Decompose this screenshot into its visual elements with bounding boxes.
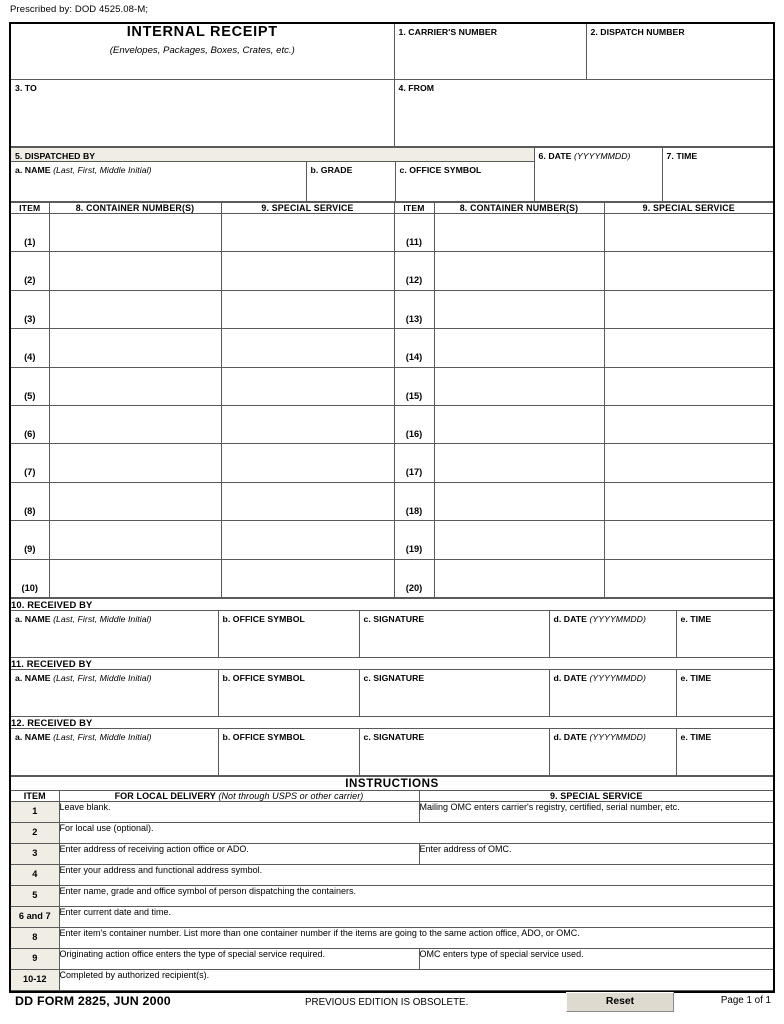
to-from-row [11, 80, 773, 147]
receiver-office-symbol-field[interactable] [218, 610, 359, 657]
dispatcher-office-symbol-field[interactable] [395, 162, 534, 202]
special-service-right[interactable] [604, 367, 773, 405]
container-number-left[interactable] [49, 405, 221, 443]
reset-button[interactable]: Reset [566, 992, 674, 1012]
container-items-table [11, 202, 773, 598]
instructions-table [11, 776, 773, 991]
carrier-number-field[interactable] [394, 24, 586, 80]
container-number-right[interactable] [434, 290, 604, 328]
instructions-col-item: ITEM [11, 790, 59, 801]
instruction-row [11, 906, 773, 927]
receiver-signature-label [360, 611, 549, 624]
item-number-left: (1) [11, 214, 49, 252]
instruction-item-number: 2 [11, 822, 59, 843]
table-row [11, 290, 773, 328]
page-indicator: Page 1 of 1 [720, 995, 771, 1006]
received-by-title: 10. RECEIVED BY [11, 598, 773, 610]
carrier-number-label: 1. CARRIER'S NUMBER [398, 27, 498, 37]
container-number-right[interactable] [434, 444, 604, 482]
instructions-col-local-delivery: FOR LOCAL DELIVERY (Not through USPS or other carrier) [59, 790, 419, 801]
container-number-right[interactable] [434, 329, 604, 367]
receiver-name-field[interactable] [11, 669, 218, 716]
receiver-time-label [677, 611, 774, 624]
instruction-local-delivery-text: Completed by authorized recipient(s). [59, 969, 773, 990]
receiver-office-symbol-label [219, 611, 359, 624]
header-table [11, 24, 773, 147]
items-header-service-left: 9. SPECIAL SERVICE [221, 203, 394, 214]
special-service-left[interactable] [221, 482, 394, 520]
dispatch-number-label: 2. DISPATCH NUMBER [590, 27, 685, 37]
item-number-left: (2) [11, 252, 49, 290]
special-service-right[interactable] [604, 482, 773, 520]
receiver-office-symbol-label-text: b. OFFICE SYMBOL [222, 613, 305, 624]
items-header-service-right: 9. SPECIAL SERVICE [604, 203, 773, 214]
to-field[interactable] [11, 80, 394, 147]
received-by-section-header [11, 657, 773, 669]
receiver-name-label [11, 611, 218, 624]
received-by-fields-row [11, 728, 773, 775]
table-row [11, 367, 773, 405]
item-number-left: (5) [11, 367, 49, 405]
receiver-name-label-text: a. NAME [15, 613, 51, 624]
special-service-left[interactable] [221, 329, 394, 367]
container-number-right[interactable] [434, 559, 604, 597]
form-subtitle: (Envelopes, Packages, Boxes, Crates, etc.) [109, 45, 295, 56]
table-row [11, 559, 773, 597]
container-number-left[interactable] [49, 367, 221, 405]
receiver-time-field[interactable] [676, 669, 773, 716]
dispatch-time-label: 7. TIME [666, 151, 698, 161]
instruction-item-number: 8 [11, 927, 59, 948]
receiver-date-label-text: d. DATE [553, 731, 587, 742]
dispatched-by-header-row [11, 148, 773, 162]
receiver-name-label-hint: (Last, First, Middle Initial) [53, 672, 152, 683]
receiver-name-label-hint: (Last, First, Middle Initial) [53, 731, 152, 742]
form-identifier: DD FORM 2825, JUN 2000 [15, 994, 171, 1008]
special-service-left[interactable] [221, 290, 394, 328]
dispatched-by-table [11, 147, 773, 202]
receiver-office-symbol-label-text: b. OFFICE SYMBOL [222, 672, 305, 683]
instruction-item-number: 5 [11, 885, 59, 906]
receiver-office-symbol-field[interactable] [218, 669, 359, 716]
special-service-left[interactable] [221, 367, 394, 405]
instruction-special-service-text: Mailing OMC enters carrier's registry, certified, serial number, etc. [419, 801, 773, 822]
receiver-name-field[interactable] [11, 610, 218, 657]
item-number-right: (13) [394, 290, 434, 328]
dispatch-number-field[interactable] [586, 24, 773, 80]
form-footer [9, 992, 775, 1018]
receiver-time-label [677, 729, 774, 742]
received-by-section-header [11, 716, 773, 728]
receiver-name-label-text: a. NAME [15, 731, 51, 742]
item-number-left: (9) [11, 521, 49, 559]
dispatcher-grade-label: b. GRADE [310, 165, 353, 175]
receiver-time-label-text: e. TIME [680, 613, 712, 624]
instruction-local-delivery-text: Originating action office enters the type of special service required. [59, 948, 419, 969]
special-service-left[interactable] [221, 521, 394, 559]
dispatcher-name-label: a. NAME (Last, First, Middle Initial) [15, 165, 152, 175]
receiver-date-label [550, 729, 676, 742]
special-service-right[interactable] [604, 214, 773, 252]
items-header-row [11, 203, 773, 214]
instruction-item-number: 9 [11, 948, 59, 969]
receiver-time-field[interactable] [676, 728, 773, 775]
item-number-right: (20) [394, 559, 434, 597]
special-service-right[interactable] [604, 521, 773, 559]
receiver-name-field[interactable] [11, 728, 218, 775]
receiver-date-label-hint: (YYYYMMDD) [589, 672, 646, 683]
receiver-name-label [11, 729, 218, 742]
container-number-left[interactable] [49, 214, 221, 252]
instruction-item-number: 3 [11, 843, 59, 864]
instruction-local-delivery-text: Enter your address and functional address symbol. [59, 864, 773, 885]
instructions-header-row [11, 790, 773, 801]
dispatched-by-label: 5. DISPATCHED BY [15, 151, 96, 161]
instruction-item-number: 6 and 7 [11, 906, 59, 927]
receiver-date-field[interactable] [549, 610, 676, 657]
table-row [11, 329, 773, 367]
dispatcher-grade-field[interactable] [306, 162, 395, 202]
dispatcher-name-field[interactable] [11, 162, 306, 202]
item-number-right: (19) [394, 521, 434, 559]
receiver-date-label-text: d. DATE [553, 672, 587, 683]
items-header-container-right: 8. CONTAINER NUMBER(S) [434, 203, 604, 214]
instruction-row [11, 801, 773, 822]
dispatch-time-field[interactable] [662, 148, 773, 202]
dispatcher-office-symbol-label: c. OFFICE SYMBOL [399, 165, 482, 175]
table-row [11, 482, 773, 520]
instructions-title: INSTRUCTIONS [11, 776, 773, 790]
instruction-special-service-text: Enter address of OMC. [419, 843, 773, 864]
container-number-left[interactable] [49, 329, 221, 367]
instruction-row [11, 822, 773, 843]
receiver-date-label [550, 611, 676, 624]
receiver-time-label [677, 670, 774, 683]
container-number-right[interactable] [434, 214, 604, 252]
instruction-row [11, 843, 773, 864]
receiver-date-field[interactable] [549, 669, 676, 716]
special-service-right[interactable] [604, 252, 773, 290]
receiver-signature-label [360, 729, 549, 742]
instruction-local-delivery-text: For local use (optional). [59, 822, 773, 843]
instruction-item-number: 1 [11, 801, 59, 822]
instruction-local-delivery-text: Enter address of receiving action office or ADO. [59, 843, 419, 864]
instruction-item-number: 10-12 [11, 969, 59, 990]
special-service-right[interactable] [604, 559, 773, 597]
instruction-local-delivery-text: Enter item's container number. List more than one container number if the items are going to the same action office, ADO, or OMC. [59, 927, 773, 948]
receiver-signature-label-text: c. SIGNATURE [363, 731, 425, 742]
container-number-right[interactable] [434, 521, 604, 559]
received-by-fields-row [11, 669, 773, 716]
special-service-right[interactable] [604, 329, 773, 367]
instructions-title-row [11, 776, 773, 790]
receiver-time-field[interactable] [676, 610, 773, 657]
instruction-row [11, 885, 773, 906]
instruction-special-service-text: OMC enters type of special service used. [419, 948, 773, 969]
from-field[interactable] [394, 80, 773, 147]
receiver-date-label-text: d. DATE [553, 613, 587, 624]
item-number-right: (12) [394, 252, 434, 290]
instructions-col-special-service: 9. SPECIAL SERVICE [419, 790, 773, 801]
container-number-left[interactable] [49, 521, 221, 559]
container-number-left[interactable] [49, 444, 221, 482]
item-number-left: (6) [11, 405, 49, 443]
receiver-name-label-hint: (Last, First, Middle Initial) [53, 613, 152, 624]
receiver-time-label-text: e. TIME [680, 672, 712, 683]
items-header-item-right: ITEM [394, 203, 434, 214]
receiver-date-field[interactable] [549, 728, 676, 775]
container-number-right[interactable] [434, 405, 604, 443]
item-number-right: (17) [394, 444, 434, 482]
table-row [11, 252, 773, 290]
item-number-left: (4) [11, 329, 49, 367]
container-number-left[interactable] [49, 252, 221, 290]
receiver-name-label-text: a. NAME [15, 672, 51, 683]
table-row [11, 214, 773, 252]
table-row [11, 521, 773, 559]
instruction-row [11, 948, 773, 969]
item-number-left: (10) [11, 559, 49, 597]
instruction-local-delivery-text: Leave blank. [59, 801, 419, 822]
receiver-office-symbol-label [219, 670, 359, 683]
title-row [11, 24, 773, 80]
page-title: INTERNAL RECEIPT [126, 24, 278, 40]
item-number-left: (7) [11, 444, 49, 482]
receiver-signature-field[interactable] [359, 728, 549, 775]
container-number-left[interactable] [49, 559, 221, 597]
receiver-date-label-hint: (YYYYMMDD) [589, 731, 646, 742]
instruction-row [11, 864, 773, 885]
special-service-right[interactable] [604, 290, 773, 328]
items-header-container-left: 8. CONTAINER NUMBER(S) [49, 203, 221, 214]
special-service-left[interactable] [221, 405, 394, 443]
receiver-signature-field[interactable] [359, 669, 549, 716]
form-title-cell [11, 24, 394, 80]
item-number-right: (18) [394, 482, 434, 520]
received-by-tables [11, 598, 773, 776]
receiver-signature-label-text: c. SIGNATURE [363, 672, 425, 683]
instruction-local-delivery-text: Enter current date and time. [59, 906, 773, 927]
container-number-left[interactable] [49, 482, 221, 520]
item-number-right: (16) [394, 405, 434, 443]
dispatch-date-label: 6. DATE (YYYYMMDD) [538, 151, 631, 161]
receiver-signature-label-text: c. SIGNATURE [363, 613, 425, 624]
instruction-row [11, 927, 773, 948]
special-service-left[interactable] [221, 252, 394, 290]
item-number-left: (3) [11, 290, 49, 328]
receiver-signature-field[interactable] [359, 610, 549, 657]
prescribed-by-text: Prescribed by: DOD 4525.08-M; [10, 4, 149, 15]
receiver-office-symbol-field[interactable] [218, 728, 359, 775]
received-by-fields-row [11, 610, 773, 657]
special-service-left[interactable] [221, 559, 394, 597]
received-by-section-header [11, 598, 773, 610]
special-service-left[interactable] [221, 444, 394, 482]
instruction-local-delivery-text: Enter name, grade and office symbol of person dispatching the containers. [59, 885, 773, 906]
container-number-right[interactable] [434, 252, 604, 290]
receiver-date-label-hint: (YYYYMMDD) [589, 613, 646, 624]
container-number-right[interactable] [434, 482, 604, 520]
from-label: 4. FROM [398, 83, 435, 93]
receiver-name-label [11, 670, 218, 683]
to-label: 3. TO [15, 83, 37, 93]
container-number-right[interactable] [434, 367, 604, 405]
instruction-item-number: 4 [11, 864, 59, 885]
dispatch-date-field[interactable] [534, 148, 662, 202]
receiver-office-symbol-label [219, 729, 359, 742]
item-number-right: (15) [394, 367, 434, 405]
special-service-right[interactable] [604, 405, 773, 443]
instruction-row [11, 969, 773, 990]
special-service-right[interactable] [604, 444, 773, 482]
form-body [9, 22, 775, 993]
item-number-left: (8) [11, 482, 49, 520]
table-row [11, 405, 773, 443]
item-number-right: (11) [394, 214, 434, 252]
dispatched-by-section-title [11, 148, 534, 162]
received-by-title: 11. RECEIVED BY [11, 657, 773, 669]
receiver-office-symbol-label-text: b. OFFICE SYMBOL [222, 731, 305, 742]
receiver-time-label-text: e. TIME [680, 731, 712, 742]
receiver-signature-label [360, 670, 549, 683]
previous-edition-notice: PREVIOUS EDITION IS OBSOLETE. [305, 997, 469, 1008]
items-header-item-left: ITEM [11, 203, 49, 214]
item-number-right: (14) [394, 329, 434, 367]
special-service-left[interactable] [221, 214, 394, 252]
table-row [11, 444, 773, 482]
received-by-title: 12. RECEIVED BY [11, 716, 773, 728]
receiver-date-label [550, 670, 676, 683]
container-number-left[interactable] [49, 290, 221, 328]
